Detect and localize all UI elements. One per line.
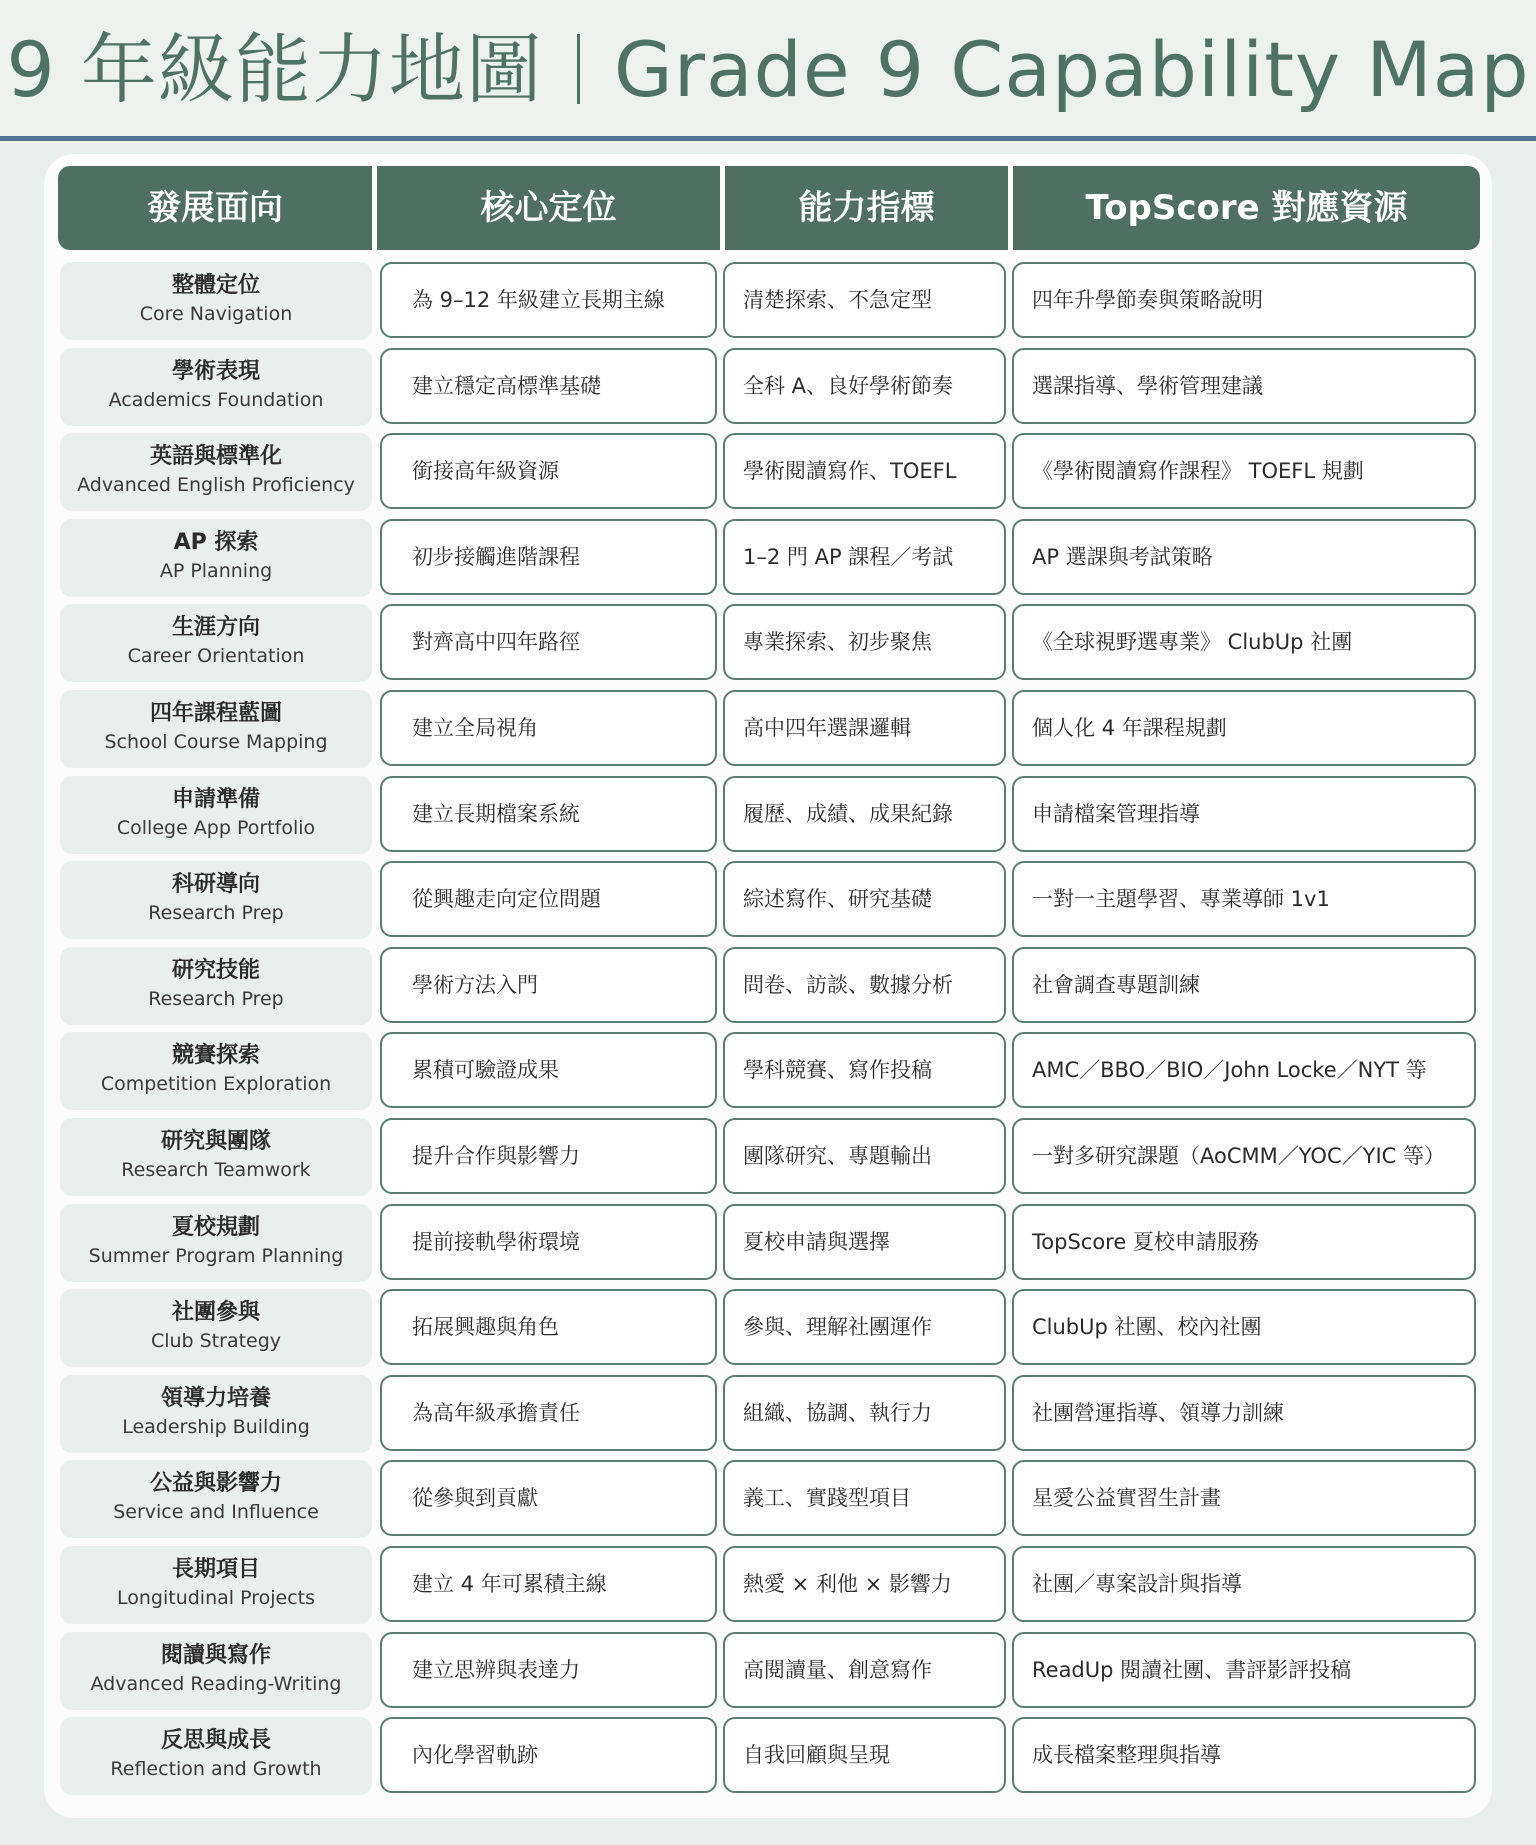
- category-zh: 社團參與: [171, 1300, 260, 1325]
- category-zh: 領導力培養: [160, 1386, 271, 1411]
- cell-indicator: 義工、實踐型項目: [723, 1460, 1006, 1536]
- cell-indicator: 全科 A、良好學術節奏: [723, 348, 1006, 424]
- cell-resource: 《全球視野選專業》 ClubUp 社團: [1012, 604, 1476, 680]
- cell-indicator: 學科競賽、寫作投稿: [723, 1032, 1006, 1108]
- table-row: [0, 947, 1536, 1029]
- category-en: Longitudinal Projects: [117, 1587, 315, 1609]
- category-zh: 夏校規劃: [171, 1215, 260, 1240]
- cell-indicator: 熱愛 × 利他 × 影響力: [723, 1546, 1006, 1622]
- cell-indicator: 高中四年選課邏輯: [723, 690, 1006, 766]
- cell-resource: AP 選課與考試策略: [1012, 519, 1476, 595]
- cell-resource: 《學術閱讀寫作課程》 TOEFL 規劃: [1012, 433, 1476, 509]
- category-zh: 公益與影響力: [149, 1471, 282, 1496]
- category-en: Advanced Reading-Writing: [90, 1673, 342, 1695]
- page-title-zh: 9 年級能力地圖: [6, 25, 543, 114]
- category-zh: 閱讀與寫作: [160, 1643, 271, 1668]
- cell-core: 內化學習軌跡: [380, 1717, 717, 1793]
- category-en: Service and Influence: [113, 1501, 319, 1523]
- cell-core: 為 9–12 年級建立長期主線: [380, 262, 717, 338]
- row-category: [60, 1118, 372, 1196]
- cell-core: 為高年級承擔責任: [380, 1375, 717, 1451]
- cell-resource: 四年升學節奏與策略說明: [1012, 262, 1476, 338]
- row-category: [60, 262, 372, 340]
- category-en: Academics Foundation: [108, 389, 324, 411]
- cell-indicator: 1–2 門 AP 課程／考試: [723, 519, 1006, 595]
- category-en: College App Portfolio: [116, 817, 316, 839]
- category-zh: 學術表現: [171, 359, 260, 384]
- cell-indicator: 履歷、成績、成果紀錄: [723, 776, 1006, 852]
- cell-indicator: 高閱讀量、創意寫作: [723, 1632, 1006, 1708]
- category-zh: 反思與成長: [160, 1728, 271, 1753]
- row-category: [60, 861, 372, 939]
- cell-core: 對齊高中四年路徑: [380, 604, 717, 680]
- category-zh: 長期項目: [171, 1557, 260, 1582]
- cell-core: 提升合作與影響力: [380, 1118, 717, 1194]
- cell-indicator: 夏校申請與選擇: [723, 1204, 1006, 1280]
- table-row: [0, 1460, 1536, 1542]
- cell-core: 建立思辨與表達力: [380, 1632, 717, 1708]
- cell-resource: 社團／專案設計與指導: [1012, 1546, 1476, 1622]
- cell-resource: ReadUp 閱讀社團、書評影評投稿: [1012, 1632, 1476, 1708]
- page-title: [0, 22, 1536, 118]
- category-en: School Course Mapping: [104, 731, 328, 753]
- category-en: Core Navigation: [139, 303, 293, 325]
- cell-resource: AMC／BBO／BIO／John Locke／NYT 等: [1012, 1032, 1476, 1108]
- category-zh: 英語與標準化: [149, 444, 282, 469]
- header-core: 核心定位: [480, 188, 617, 228]
- table-row: [0, 776, 1536, 858]
- row-category: [60, 1546, 372, 1624]
- category-en: Career Orientation: [127, 645, 305, 667]
- table-row: [0, 861, 1536, 943]
- table-row: [0, 690, 1536, 772]
- category-en: Summer Program Planning: [88, 1245, 344, 1267]
- table-row: [0, 262, 1536, 344]
- category-zh: 科研導向: [171, 872, 260, 897]
- row-category: [60, 1632, 372, 1710]
- category-en: Leadership Building: [122, 1416, 310, 1438]
- header-resource: TopScore 對應資源: [1085, 188, 1408, 228]
- title-divider: [577, 34, 580, 104]
- category-zh: 競賽探索: [171, 1043, 260, 1068]
- table-header: [58, 166, 1480, 250]
- cell-core: 從參與到貢獻: [380, 1460, 717, 1536]
- cell-core: 建立穩定高標準基礎: [380, 348, 717, 424]
- table-row: [0, 1204, 1536, 1286]
- cell-indicator: 清楚探索、不急定型: [723, 262, 1006, 338]
- row-category: [60, 1717, 372, 1795]
- cell-core: 累積可驗證成果: [380, 1032, 717, 1108]
- category-en: AP Planning: [159, 560, 273, 582]
- row-category: [60, 604, 372, 682]
- header-dimension: 發展面向: [147, 188, 283, 228]
- cell-core: 拓展興趣與角色: [380, 1289, 717, 1365]
- cell-core: 初步接觸進階課程: [380, 519, 717, 595]
- table-row: [0, 433, 1536, 515]
- row-category: [60, 1460, 372, 1538]
- cell-core: 提前接軌學術環境: [380, 1204, 717, 1280]
- row-category: [60, 1032, 372, 1110]
- header-indicator: 能力指標: [798, 188, 935, 228]
- cell-indicator: 專業探索、初步聚焦: [723, 604, 1006, 680]
- row-category: [60, 519, 372, 597]
- category-zh: 整體定位: [171, 273, 260, 298]
- cell-indicator: 綜述寫作、研究基礎: [723, 861, 1006, 937]
- header-rule: [0, 136, 1536, 141]
- cell-core: 建立全局視角: [380, 690, 717, 766]
- table-row: [0, 1717, 1536, 1799]
- table-row: [0, 604, 1536, 686]
- cell-indicator: 參與、理解社團運作: [723, 1289, 1006, 1365]
- cell-indicator: 問卷、訪談、數據分析: [723, 947, 1006, 1023]
- row-category: [60, 433, 372, 511]
- table-row: [0, 1375, 1536, 1457]
- cell-resource: ClubUp 社團、校內社團: [1012, 1289, 1476, 1365]
- category-en: Research Prep: [148, 988, 284, 1010]
- category-en: Club Strategy: [150, 1330, 282, 1352]
- cell-core: 建立長期檔案系統: [380, 776, 717, 852]
- cell-core: 建立 4 年可累積主線: [380, 1546, 717, 1622]
- category-zh: 研究技能: [171, 958, 260, 983]
- category-zh: AP 探索: [173, 530, 259, 555]
- cell-resource: 選課指導、學術管理建議: [1012, 348, 1476, 424]
- category-zh: 四年課程藍圖: [149, 701, 282, 726]
- cell-resource: 一對多研究課題（AoCMM／YOC／YIC 等）: [1012, 1118, 1476, 1194]
- row-category: [60, 690, 372, 768]
- cell-resource: 星愛公益實習生計畫: [1012, 1460, 1476, 1536]
- category-zh: 申請準備: [171, 787, 260, 812]
- row-category: [60, 348, 372, 426]
- table-row: [0, 348, 1536, 430]
- cell-indicator: 自我回顧與呈現: [723, 1717, 1006, 1793]
- table-row: [0, 1289, 1536, 1371]
- cell-indicator: 團隊研究、專題輸出: [723, 1118, 1006, 1194]
- cell-resource: 一對一主題學習、專業導師 1v1: [1012, 861, 1476, 937]
- category-en: Reflection and Growth: [110, 1758, 322, 1780]
- table-row: [0, 1032, 1536, 1114]
- cell-resource: 成長檔案整理與指導: [1012, 1717, 1476, 1793]
- category-zh: 生涯方向: [171, 615, 260, 640]
- cell-resource: 社會調查專題訓練: [1012, 947, 1476, 1023]
- cell-core: 從興趣走向定位問題: [380, 861, 717, 937]
- row-category: [60, 947, 372, 1025]
- cell-resource: 申請檔案管理指導: [1012, 776, 1476, 852]
- row-category: [60, 1289, 372, 1367]
- category-en: Research Prep: [148, 902, 284, 924]
- category-en: Advanced English Proficiency: [77, 474, 355, 496]
- row-category: [60, 776, 372, 854]
- row-category: [60, 1375, 372, 1453]
- cell-resource: TopScore 夏校申請服務: [1012, 1204, 1476, 1280]
- cell-core: 學術方法入門: [380, 947, 717, 1023]
- page-title-en: Grade 9 Capability Map: [613, 25, 1530, 114]
- row-category: [60, 1204, 372, 1282]
- cell-resource: 社團營運指導、領導力訓練: [1012, 1375, 1476, 1451]
- category-en: Research Teamwork: [121, 1159, 311, 1181]
- table-row: [0, 1546, 1536, 1628]
- table-row: [0, 1632, 1536, 1714]
- table-row: [0, 519, 1536, 601]
- table-row: [0, 1118, 1536, 1200]
- cell-resource: 個人化 4 年課程規劃: [1012, 690, 1476, 766]
- cell-core: 銜接高年級資源: [380, 433, 717, 509]
- cell-indicator: 組織、協調、執行力: [723, 1375, 1006, 1451]
- category-zh: 研究與團隊: [160, 1129, 271, 1154]
- cell-indicator: 學術閱讀寫作、TOEFL: [723, 433, 1006, 509]
- category-en: Competition Exploration: [100, 1073, 332, 1095]
